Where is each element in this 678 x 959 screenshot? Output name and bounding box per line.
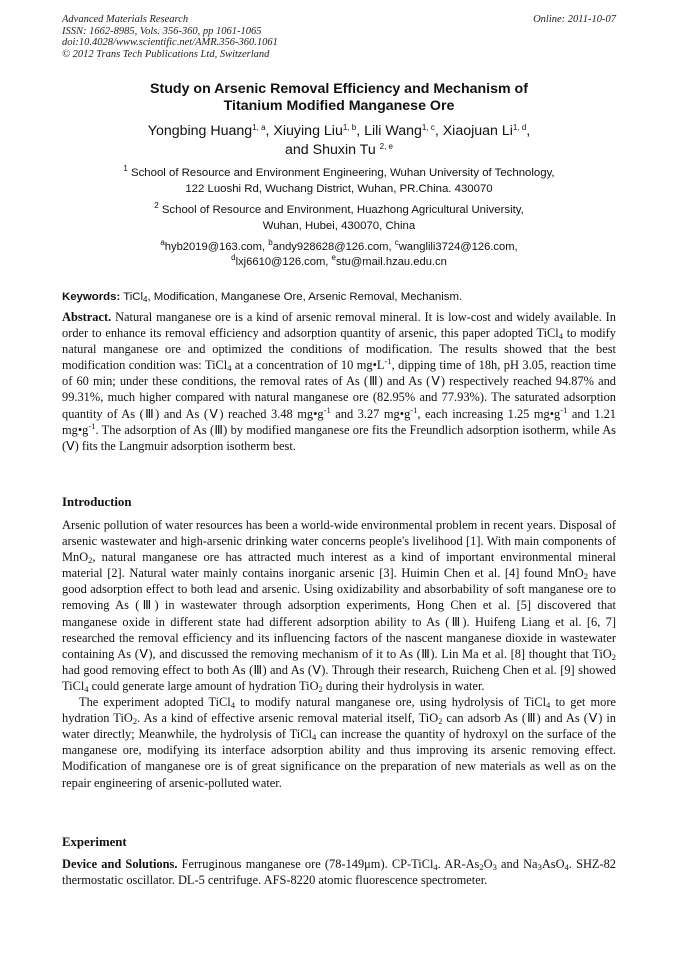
keywords-text: TiCl xyxy=(120,291,144,303)
text-run: at a concentration of 10 mg•L xyxy=(231,358,385,373)
subscript: 4 xyxy=(143,295,148,304)
intro-paragraph-2 xyxy=(62,694,616,791)
text-run: during their hydrolysis in water. xyxy=(322,678,485,693)
text-run: Ferruginous manganese ore (78-149μm). CP-TiCl xyxy=(177,857,434,871)
author-separator: , xyxy=(526,123,531,139)
text-run: The experiment adopted TiCl xyxy=(79,695,231,710)
subscript: 2 xyxy=(611,651,616,662)
introduction-body xyxy=(62,517,616,791)
author-list xyxy=(62,122,616,160)
subscript: 2 xyxy=(318,683,323,694)
text-run: to get more hydration TiO xyxy=(62,695,616,726)
email-mark: e xyxy=(331,252,336,262)
subscript: 3 xyxy=(492,862,497,872)
experiment-paragraph xyxy=(62,856,616,888)
issn-line: ISSN: 1662-8985, Vols. 356-360, pp 1061-1065 xyxy=(62,25,262,37)
text-run: can adsorb As (Ⅲ) and As (Ⅴ) in water directly; Meanwhile, the hydrolysis of TiCl xyxy=(62,711,617,742)
subscript: 2 xyxy=(479,862,484,872)
text-run: had good removing effect to both As (Ⅲ) and As (Ⅴ). Through their research, Ruicheng Chen et al. [9] showed TiCl xyxy=(62,662,616,693)
subscript: 4 xyxy=(558,331,564,342)
author-affil-mark: 1, d xyxy=(512,123,527,132)
journal-header xyxy=(62,14,616,60)
subscript: 2 xyxy=(132,716,138,727)
text-run: O xyxy=(483,857,493,871)
keywords-label: Keywords: xyxy=(62,291,121,303)
email-address[interactable]: stu@mail.hzau.edu.cn xyxy=(335,255,447,268)
author-affil-mark: 1, a xyxy=(252,123,266,132)
email-address[interactable]: lxj6610@126.com, xyxy=(235,255,332,268)
abstract-label: Abstract. xyxy=(62,310,112,324)
author-separator: , xyxy=(434,123,443,139)
email-mark: c xyxy=(394,238,399,247)
subscript: 4 xyxy=(311,732,317,743)
email-address[interactable]: wanglili3724@126.com, xyxy=(398,241,518,253)
author-name: and Shuxin Tu xyxy=(285,142,380,158)
intro-paragraph-1 xyxy=(62,517,616,694)
subscript: 4 xyxy=(230,700,235,711)
author-separator: , xyxy=(265,123,274,139)
subscript: 2 xyxy=(88,555,93,566)
subscript: 2 xyxy=(583,571,588,582)
author-affil-mark: 2, e xyxy=(379,142,393,151)
affiliation-1 xyxy=(62,166,616,197)
subscript: 2 xyxy=(438,716,443,727)
affiliation-line: Wuhan, Hubei, 430070, China xyxy=(262,219,416,232)
text-run: , natural manganese ore has attracted much interest as a kind of important environmental mineral material [2]. Natural water mainly contains inorganic arsenic [3]. Huimin Chen et al. [4] found MnO xyxy=(62,550,616,581)
affiliation-line: School of Resource and Environment Engineering, Wuhan University of Technology, xyxy=(127,167,555,179)
author-affil-mark: 1, c xyxy=(421,123,435,132)
author-emails xyxy=(62,240,616,269)
superscript: -1 xyxy=(560,404,568,415)
text-run: and Na xyxy=(496,857,538,871)
superscript: -1 xyxy=(384,356,392,367)
affiliation-2 xyxy=(62,203,616,234)
author-affil-mark: 1, b xyxy=(342,123,357,132)
journal-name: Advanced Materials Research xyxy=(62,14,189,25)
author-name: Yongbing Huang xyxy=(147,123,253,139)
subscript: 4 xyxy=(546,700,551,711)
text-run: to modify natural manganese ore and optimized the conditions of modification. The results showed that the best modification condition was: TiCl xyxy=(62,326,616,373)
author-name: Xiuying Liu xyxy=(273,123,343,139)
subscript: 3 xyxy=(537,862,542,872)
subscript: 4 xyxy=(84,683,89,694)
paper-title xyxy=(62,81,616,115)
text-run: . AR-As xyxy=(437,857,480,871)
subsection-label: Device and Solutions. xyxy=(62,857,178,871)
abstract xyxy=(62,309,616,454)
section-heading-experiment: Experiment xyxy=(62,835,127,849)
superscript: -1 xyxy=(410,404,418,415)
text-run: . SHZ-82 thermostatic oscillator. DL-5 centrifuge. AFS-8220 atomic fluorescence spectrometer. xyxy=(62,857,616,888)
text-run: , dipping time of 18h, pH 3.05, reaction time of 60 min; under these conditions, the removal rates of As (Ⅲ) and As (Ⅴ) respectively reached 94.87% and 99.31%, much higher compared with natural manganese ore (82.95% and 77.93%). The saturated adsorption quantity of As (Ⅲ) and As (Ⅴ) reached 3.48 mg•g xyxy=(62,358,616,421)
email-address[interactable]: hyb2019@163.com, xyxy=(164,241,269,253)
author-name: Lili Wang xyxy=(364,123,422,139)
email-mark: a xyxy=(160,238,165,247)
email-address[interactable]: andy928628@126.com, xyxy=(272,241,395,253)
text-run: Natural manganese ore is a kind of arsenic removal mineral. It is low-cost and widely available. In order to enhance its removal efficiency and adsorption quantity of arsenic, this paper adopted TiCl xyxy=(62,310,616,341)
text-run: and 3.27 mg•g xyxy=(330,406,411,421)
subscript: 4 xyxy=(433,862,438,872)
experiment-body xyxy=(62,856,616,888)
text-run: have good adsorption effect to both lead and arsenic. Using oxidizability and absorbability of soft manganese ore to removing As (Ⅲ) in wastewater through adsorption experiments, Hong Chen et al. [5] discovered that manganese oxide in different state had different adsorption ability to As (Ⅲ). Huifeng Liang et al. [6, 7] researched the removal efficiency and its influencing factors of the nascent manganese dioxide in wastewater containing As (Ⅴ), and discussed the removing mechanism of it to As (Ⅲ). Lin Ma et al. [8] thought that TiO xyxy=(62,566,616,661)
text-run: can increase the quantity of hydroxyl on the surface of the manganese ore, modifying its interface adsorption ability and thus improving its arsenic removing effect. Modification of manganese ore is of great significance on the preparation of new materials as well as on the repair engineering of arsenic-polluted water. xyxy=(62,727,617,790)
subscript: 4 xyxy=(564,862,569,872)
text-run: to modify natural manganese ore, using hydrolysis of TiCl xyxy=(235,695,547,710)
superscript: -1 xyxy=(88,420,96,431)
subscript: 4 xyxy=(227,363,232,374)
keywords xyxy=(62,290,616,304)
affiliation-line: School of Resource and Environment, Huazhong Agricultural University, xyxy=(158,204,524,216)
title-line-2: Titanium Modified Manganese Ore xyxy=(223,98,455,114)
keywords-text: , Modification, Manganese Ore, Arsenic Removal, Mechanism. xyxy=(147,291,463,303)
copyright-line: © 2012 Trans Tech Publications Ltd, Switzerland xyxy=(62,48,270,60)
superscript: -1 xyxy=(323,404,331,415)
text-run: . As a kind of effective arsenic removal material itself, TiO xyxy=(137,711,439,726)
text-run: . The adsorption of As (Ⅲ) by modified manganese ore fits the Freundlich adsorption isotherm, while As (Ⅴ) fits the Langmuir adsorption isotherm best. xyxy=(62,422,616,453)
text-run: could generate large amount of hydration TiO xyxy=(88,678,319,693)
text-run: Arsenic pollution of water resources has been a world-wide environmental problem in recent years. Disposal of arsenic wastewater and high-arsenic drinking water concerns people's livelihood [1]. With main components of MnO xyxy=(62,518,616,565)
text-run: , each increasing 1.25 mg•g xyxy=(417,406,561,421)
text-run: and 1.21 mg•g xyxy=(62,406,616,437)
affiliation-number: 1 xyxy=(123,164,128,173)
email-mark: b xyxy=(268,238,273,247)
author-name: Xiaojuan Li xyxy=(442,123,513,139)
abstract-paragraph xyxy=(62,309,616,454)
affiliation-number: 2 xyxy=(154,201,159,210)
author-separator: , xyxy=(356,123,365,139)
doi-line: doi:10.4028/www.scientific.net/AMR.356-360.1061 xyxy=(62,37,278,49)
affiliation-line: 122 Luoshi Rd, Wuchang District, Wuhan, PR.China. 430070 xyxy=(185,182,493,195)
title-line-1: Study on Arsenic Removal Efficiency and Mechanism of xyxy=(150,81,528,97)
section-heading-introduction: Introduction xyxy=(62,495,132,509)
online-date: Online: 2011-10-07 xyxy=(533,14,616,25)
text-run: AsO xyxy=(541,857,565,871)
email-mark: d xyxy=(231,252,236,262)
